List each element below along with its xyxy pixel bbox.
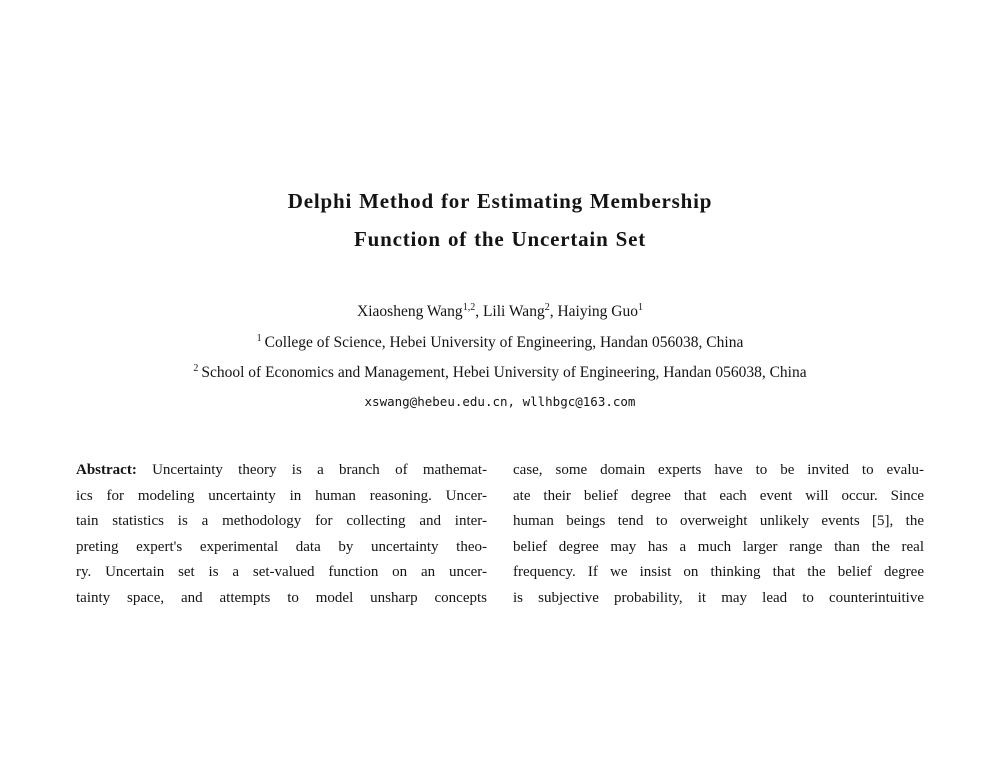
text-line: tain statistics is a methodology for collecting and inter-: [76, 513, 487, 529]
paper-title-line-1: Delphi Method for Estimating Membership: [287, 189, 713, 213]
text-line: is subjective probability, it may lead to counterintuitive: [513, 589, 924, 606]
author-separator: ,: [549, 303, 558, 320]
affiliation-text: School of Economics and Management, Hebei University of Engineering, Handan 056038, China: [201, 364, 807, 381]
text-line: preting expert's experimental data by uncertainty theo-: [76, 538, 487, 555]
author-name: Lili Wang: [482, 303, 545, 320]
author-name: Xiaosheng Wang: [357, 303, 463, 320]
text-line: tainty space, and attempts to model unsharp concepts: [76, 589, 487, 606]
text-line: ry. Uncertain set is a set-valued function on an uncer-: [76, 564, 487, 580]
text-line: human beings tend to overweight unlikely events [5], the: [513, 513, 924, 529]
text-line: belief degree may has a much larger range than the real: [513, 538, 924, 555]
paper-page: [76, 182, 924, 611]
author-superscript: 1: [637, 301, 643, 313]
paper-title: [76, 182, 924, 258]
right-column: [513, 458, 924, 611]
affiliation-superscript: 2: [193, 362, 199, 374]
abstract-columns: [76, 458, 924, 611]
author-name: Haiying Guo: [557, 303, 638, 320]
left-column: [76, 458, 487, 611]
affiliations: [76, 328, 924, 388]
text-line: [76, 458, 487, 484]
text-line: frequency. If we insist on thinking that the belief degree: [513, 564, 924, 580]
affiliation-1: [76, 328, 924, 358]
text-line-content: Uncertainty theory is a branch of mathemat-: [136, 462, 487, 478]
abstract-label: Abstract:: [76, 462, 137, 478]
author-superscript: 1,2: [462, 301, 476, 313]
text-line: ics for modeling uncertainty in human reasoning. Uncer-: [76, 487, 487, 504]
authors-line: [76, 302, 924, 322]
paper-title-line-2: Function of the Uncertain Set: [353, 227, 646, 251]
author-separator: ,: [475, 303, 483, 320]
affiliation-2: [76, 358, 924, 388]
author-superscript: 2: [544, 301, 550, 313]
affiliation-superscript: 1: [256, 332, 262, 344]
text-line: ate their belief degree that each event will occur. Since: [513, 487, 924, 504]
affiliation-text: College of Science, Hebei University of Engineering, Handan 056038, China: [264, 334, 744, 351]
text-line: case, some domain experts have to be invited to evalu-: [513, 462, 924, 478]
author-emails: xswang@hebeu.edu.cn, wllhbgc@163.com: [364, 394, 636, 409]
